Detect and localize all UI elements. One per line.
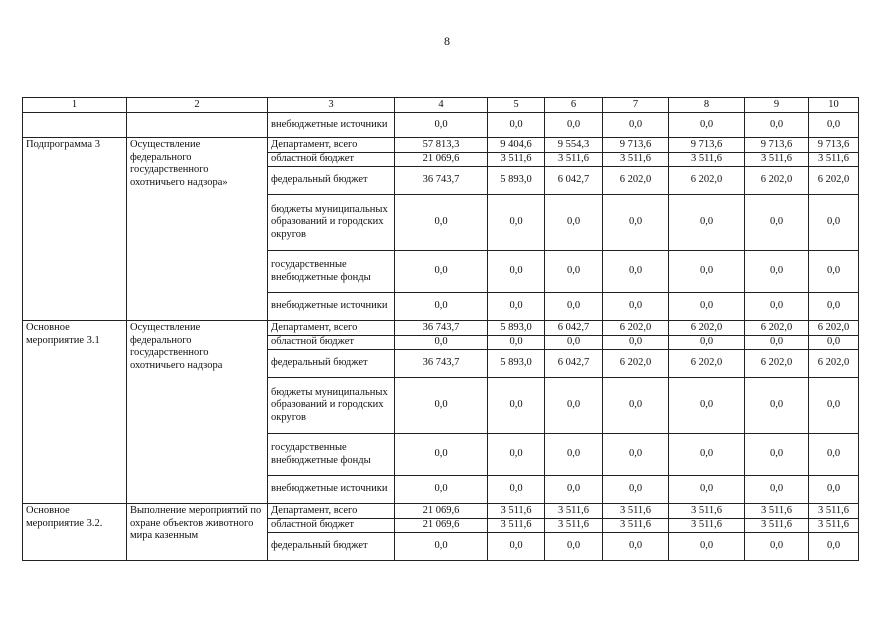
year-value-cell: 9 713,6 [809, 138, 859, 153]
year-value-cell: 3 511,6 [745, 153, 809, 167]
year-value-cell: 6 202,0 [603, 167, 669, 195]
year-value-cell: 0,0 [669, 113, 745, 138]
year-value-cell: 0,0 [745, 293, 809, 321]
year-value-cell: 0,0 [669, 336, 745, 350]
year-value-cell: 0,0 [745, 378, 809, 434]
column-header: 10 [809, 98, 859, 113]
year-value-cell: 0,0 [545, 336, 603, 350]
year-value-cell: 6 202,0 [809, 321, 859, 336]
year-value-cell: 5 893,0 [488, 321, 545, 336]
total-value-cell: 0,0 [395, 293, 488, 321]
year-value-cell: 0,0 [809, 113, 859, 138]
column-header: 4 [395, 98, 488, 113]
year-value-cell: 3 511,6 [745, 519, 809, 533]
year-value-cell: 0,0 [669, 378, 745, 434]
year-value-cell: 0,0 [488, 378, 545, 434]
funding-source-cell: бюджеты муниципальных образований и городских округов [268, 378, 395, 434]
year-value-cell: 5 893,0 [488, 350, 545, 378]
year-value-cell: 0,0 [745, 533, 809, 561]
year-value-cell: 0,0 [603, 293, 669, 321]
year-value-cell: 3 511,6 [809, 153, 859, 167]
year-value-cell: 3 511,6 [809, 519, 859, 533]
year-value-cell: 6 202,0 [745, 350, 809, 378]
year-value-cell: 0,0 [669, 533, 745, 561]
year-value-cell: 3 511,6 [809, 504, 859, 519]
column-header: 5 [488, 98, 545, 113]
year-value-cell: 0,0 [545, 195, 603, 251]
year-value-cell: 3 511,6 [488, 153, 545, 167]
total-value-cell: 36 743,7 [395, 321, 488, 336]
year-value-cell: 0,0 [488, 293, 545, 321]
total-value-cell: 0,0 [395, 434, 488, 476]
year-value-cell: 0,0 [545, 251, 603, 293]
total-value-cell: 0,0 [395, 113, 488, 138]
year-value-cell: 0,0 [488, 195, 545, 251]
funding-source-cell: федеральный бюджет [268, 533, 395, 561]
column-header: 1 [23, 98, 127, 113]
year-value-cell: 0,0 [545, 476, 603, 504]
year-value-cell: 0,0 [745, 476, 809, 504]
total-value-cell: 21 069,6 [395, 504, 488, 519]
total-value-cell: 0,0 [395, 251, 488, 293]
program-name-cell: Основное мероприятие 3.1 [23, 321, 127, 504]
year-value-cell: 0,0 [603, 113, 669, 138]
funding-source-cell: внебюджетные источники [268, 476, 395, 504]
year-value-cell: 0,0 [603, 378, 669, 434]
year-value-cell: 0,0 [488, 533, 545, 561]
program-name-cell: Подпрограмма 3 [23, 138, 127, 321]
table-row [23, 504, 859, 519]
year-value-cell: 0,0 [809, 195, 859, 251]
year-value-cell: 0,0 [745, 251, 809, 293]
column-header: 6 [545, 98, 603, 113]
total-value-cell: 21 069,6 [395, 153, 488, 167]
year-value-cell: 3 511,6 [488, 519, 545, 533]
funding-source-cell: Департамент, всего [268, 504, 395, 519]
year-value-cell: 3 511,6 [488, 504, 545, 519]
column-number-row [23, 98, 859, 113]
year-value-cell: 3 511,6 [745, 504, 809, 519]
program-description-cell: Осуществление федерального государственного охотничьего надзора [127, 321, 268, 504]
year-value-cell: 0,0 [488, 336, 545, 350]
funding-source-cell: внебюджетные источники [268, 293, 395, 321]
year-value-cell: 0,0 [809, 336, 859, 350]
budget-table [22, 97, 859, 561]
column-header: 8 [669, 98, 745, 113]
year-value-cell: 3 511,6 [603, 504, 669, 519]
year-value-cell: 3 511,6 [669, 519, 745, 533]
year-value-cell: 0,0 [809, 378, 859, 434]
year-value-cell: 0,0 [745, 195, 809, 251]
year-value-cell: 6 202,0 [603, 350, 669, 378]
year-value-cell: 6 042,7 [545, 167, 603, 195]
year-value-cell: 6 202,0 [669, 350, 745, 378]
column-header: 7 [603, 98, 669, 113]
total-value-cell: 0,0 [395, 476, 488, 504]
year-value-cell: 0,0 [488, 476, 545, 504]
year-value-cell: 0,0 [488, 434, 545, 476]
funding-source-cell: Департамент, всего [268, 138, 395, 153]
year-value-cell: 0,0 [603, 476, 669, 504]
year-value-cell: 3 511,6 [603, 519, 669, 533]
year-value-cell: 6 042,7 [545, 350, 603, 378]
table-row [23, 321, 859, 336]
year-value-cell: 3 511,6 [545, 519, 603, 533]
total-value-cell: 57 813,3 [395, 138, 488, 153]
funding-source-cell: федеральный бюджет [268, 350, 395, 378]
funding-source-cell: внебюджетные источники [268, 113, 395, 138]
year-value-cell: 9 713,6 [745, 138, 809, 153]
year-value-cell: 0,0 [745, 434, 809, 476]
funding-source-cell: областной бюджет [268, 519, 395, 533]
year-value-cell: 0,0 [809, 251, 859, 293]
year-value-cell: 3 511,6 [545, 504, 603, 519]
year-value-cell: 6 202,0 [809, 350, 859, 378]
year-value-cell: 0,0 [603, 533, 669, 561]
column-header: 9 [745, 98, 809, 113]
funding-source-cell: бюджеты муниципальных образований и городских округов [268, 195, 395, 251]
year-value-cell: 0,0 [669, 476, 745, 504]
year-value-cell: 0,0 [545, 533, 603, 561]
program-name-cell: Основное мероприятие 3.2. [23, 504, 127, 561]
program-description-cell: Осуществление федерального государственного охотничьего надзора» [127, 138, 268, 321]
year-value-cell: 0,0 [669, 195, 745, 251]
year-value-cell: 0,0 [669, 434, 745, 476]
total-value-cell: 0,0 [395, 195, 488, 251]
year-value-cell: 0,0 [745, 113, 809, 138]
year-value-cell: 9 713,6 [603, 138, 669, 153]
year-value-cell: 0,0 [809, 476, 859, 504]
year-value-cell: 0,0 [545, 378, 603, 434]
total-value-cell: 21 069,6 [395, 519, 488, 533]
year-value-cell: 6 202,0 [809, 167, 859, 195]
year-value-cell: 5 893,0 [488, 167, 545, 195]
year-value-cell: 3 511,6 [669, 153, 745, 167]
year-value-cell: 6 042,7 [545, 321, 603, 336]
column-header: 2 [127, 98, 268, 113]
year-value-cell: 0,0 [809, 533, 859, 561]
year-value-cell: 0,0 [488, 113, 545, 138]
year-value-cell: 6 202,0 [745, 321, 809, 336]
year-value-cell: 0,0 [669, 251, 745, 293]
year-value-cell: 6 202,0 [669, 321, 745, 336]
year-value-cell: 3 511,6 [545, 153, 603, 167]
total-value-cell: 0,0 [395, 533, 488, 561]
year-value-cell: 0,0 [809, 293, 859, 321]
year-value-cell: 0,0 [488, 251, 545, 293]
year-value-cell: 0,0 [545, 113, 603, 138]
table-body [23, 113, 859, 561]
year-value-cell: 6 202,0 [603, 321, 669, 336]
funding-source-cell: государственные внебюджетные фонды [268, 251, 395, 293]
year-value-cell: 0,0 [669, 293, 745, 321]
funding-source-cell: федеральный бюджет [268, 167, 395, 195]
total-value-cell: 0,0 [395, 336, 488, 350]
page-number: 8 [444, 34, 450, 48]
year-value-cell: 6 202,0 [745, 167, 809, 195]
year-value-cell: 0,0 [809, 434, 859, 476]
column-header: 3 [268, 98, 395, 113]
funding-source-cell: Департамент, всего [268, 321, 395, 336]
year-value-cell: 0,0 [603, 251, 669, 293]
year-value-cell: 0,0 [603, 336, 669, 350]
year-value-cell: 9 404,6 [488, 138, 545, 153]
year-value-cell: 3 511,6 [669, 504, 745, 519]
year-value-cell: 0,0 [603, 434, 669, 476]
year-value-cell: 3 511,6 [603, 153, 669, 167]
year-value-cell: 0,0 [745, 336, 809, 350]
year-value-cell: 6 202,0 [669, 167, 745, 195]
year-value-cell: 9 554,3 [545, 138, 603, 153]
program-description-cell [127, 113, 268, 138]
year-value-cell: 0,0 [603, 195, 669, 251]
year-value-cell: 0,0 [545, 434, 603, 476]
funding-source-cell: областной бюджет [268, 153, 395, 167]
program-name-cell [23, 113, 127, 138]
funding-source-cell: областной бюджет [268, 336, 395, 350]
table-row [23, 113, 859, 138]
funding-source-cell: государственные внебюджетные фонды [268, 434, 395, 476]
table-row [23, 138, 859, 153]
year-value-cell: 9 713,6 [669, 138, 745, 153]
year-value-cell: 0,0 [545, 293, 603, 321]
total-value-cell: 0,0 [395, 378, 488, 434]
total-value-cell: 36 743,7 [395, 350, 488, 378]
total-value-cell: 36 743,7 [395, 167, 488, 195]
program-description-cell: Выполнение мероприятий по охране объектов животного мира казенным [127, 504, 268, 561]
